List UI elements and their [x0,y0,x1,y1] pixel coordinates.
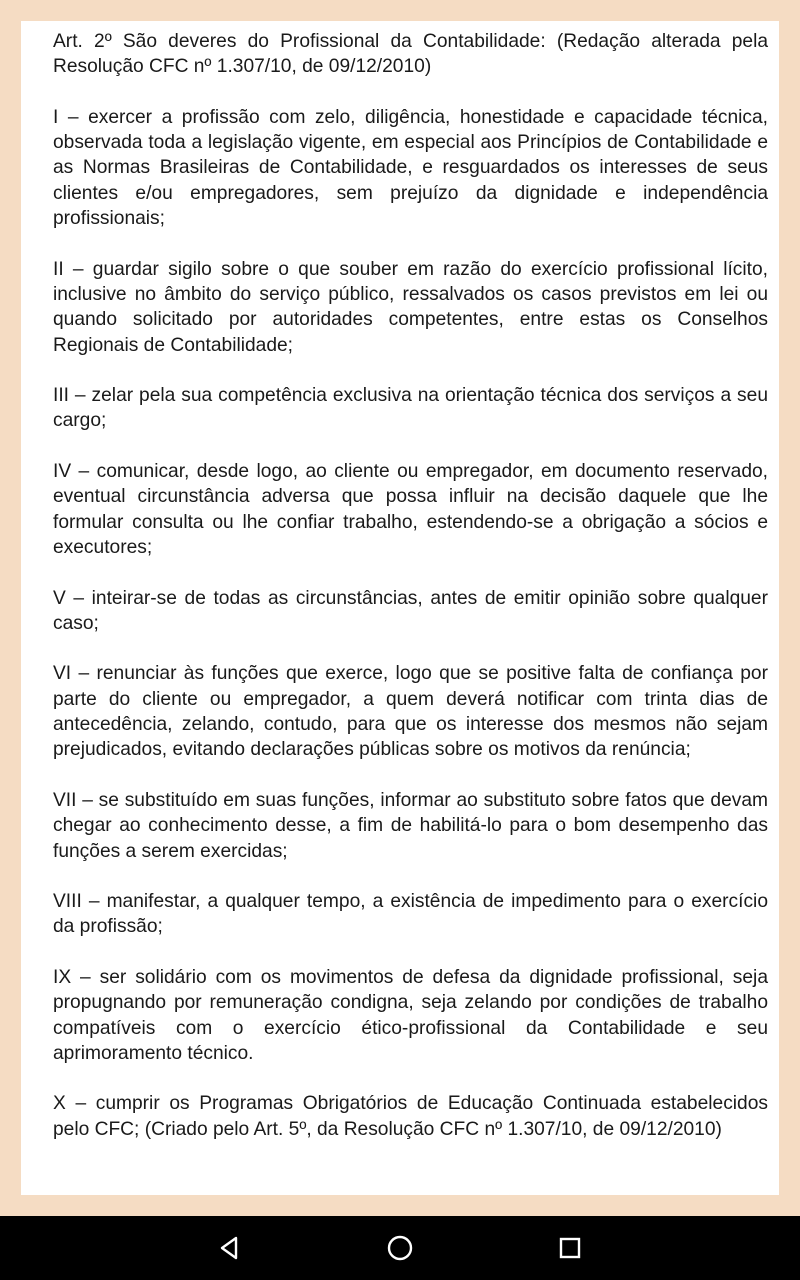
clause-x: X – cumprir os Programas Obrigatórios de Educação Continuada estabelecidos pelo CFC; (Criado pelo Art. 5º, da Resolução CFC nº 1.307/10, de 09/12/2010) [53,1093,768,1140]
document-page[interactable] [21,21,779,1195]
clause-ix: IX – ser solidário com os movimentos de defesa da dignidade profissional, seja propugnando por remuneração condigna, seja zelando por condições de trabalho compatíveis com o exercício ético-profissional da Contabilidade e seu aprimoramento técnico. [53,966,768,1064]
home-button[interactable] [380,1228,420,1268]
clause-iv: IV – comunicar, desde logo, ao cliente ou empregador, em documento reservado, eventual circunstância adversa que possa influir na decisão daquele que lhe formular consulta ou lhe confiar trabalho, estendendo-se a obrigação a sócios e executores; [53,461,768,558]
recents-square-icon [557,1235,583,1261]
back-triangle-icon [216,1234,244,1262]
clause-vi: VI – renunciar às funções que exerce, logo que se positive falta de confiança por parte do cliente ou empregador, a quem deverá notificar com trinta dias de antecedência, zelando, contudo, para que os interesse dos mesmos não sejam prejudicados, evitando declarações públicas sobre os motivos da renúncia; [53,663,768,761]
clause-ii: II – guardar sigilo sobre o que souber em razão do exercício profissional lícito, inclusive no âmbito do serviço público, ressalvados os casos previstos em lei ou quando solicitado por autoridades competentes, entre estas os Conselhos Regionais de Contabilidade; [53,258,768,356]
recents-button[interactable] [550,1228,590,1268]
navigation-bar [0,1216,800,1280]
back-button[interactable] [210,1228,250,1268]
document-content [53,29,768,1167]
home-circle-icon [385,1233,415,1263]
clause-viii: VIII – manifestar, a qualquer tempo, a existência de impedimento para o exercício da profissão; [53,891,768,938]
clause-i: I – exercer a profissão com zelo, diligência, honestidade e capacidade técnica, observada toda a legislação vigente, em especial aos Princípios de Contabilidade e as Normas Brasileiras de Contabilidade, e resguardados os interesses de seus clientes e/ou empregadores, sem prejuízo da dignidade e independência profissionais; [53,106,768,230]
article-heading: Art. 2º São deveres do Profissional da Contabilidade: (Redação alterada pela Resolução CFC nº 1.307/10, de 09/12/2010) [53,31,768,78]
clause-iii: III – zelar pela sua competência exclusiva na orientação técnica dos serviços a seu cargo; [53,385,768,432]
clause-vii: VII – se substituído em suas funções, informar ao substituto sobre fatos que devam chegar ao conhecimento desse, a fim de habilitá-lo para o bom desempenho das funções a serem exercidas; [53,789,768,862]
clause-v: V – inteirar-se de todas as circunstâncias, antes de emitir opinião sobre qualquer caso; [53,587,768,634]
